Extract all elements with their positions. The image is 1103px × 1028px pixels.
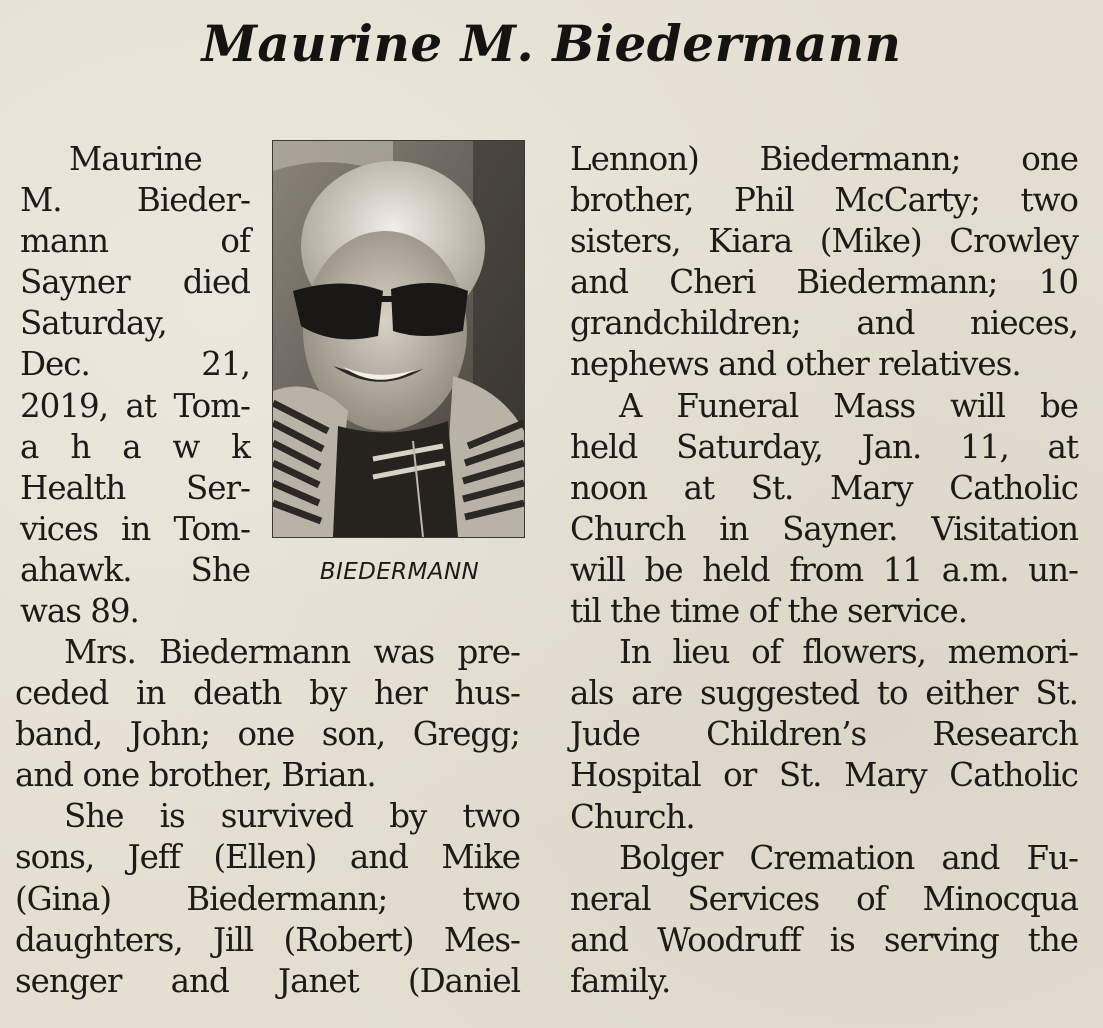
text-line: vices in Tom-: [20, 509, 250, 548]
text-line: held Saturday, Jan. 11, at: [570, 427, 1078, 466]
text-line: and Woodruff is serving the: [570, 920, 1078, 959]
column-right: [570, 139, 1078, 1002]
text-line: noon at St. Mary Catholic: [570, 468, 1078, 507]
text-line: til the time of the service.: [570, 592, 968, 631]
text-line: Dec. 21,: [20, 345, 250, 384]
text-line: Church in Sayner. Visitation: [570, 509, 1078, 548]
text-line: band, John; one son, Gregg;: [15, 715, 520, 754]
portrait-photo-icon: [273, 141, 524, 537]
text-line: and one brother, Brian.: [15, 756, 376, 795]
text-line: ceded in death by her hus-: [15, 674, 520, 713]
text-line: Jude Children’s Research: [570, 715, 1078, 754]
text-line: Saturday,: [20, 304, 167, 343]
text-line: Health Ser-: [20, 468, 250, 507]
text-line: 2019, at Tom-: [20, 386, 250, 425]
text-line: daughters, Jill (Robert) Mes-: [15, 920, 520, 959]
photo-caption: BIEDERMANN: [319, 559, 480, 585]
text-line: brother, Phil McCarty; two: [570, 181, 1078, 220]
text-line: and Cheri Biedermann; 10: [570, 263, 1078, 302]
text-line: will be held from 11 a.m. un-: [570, 550, 1078, 589]
text-line: In lieu of flowers, memori-: [619, 633, 1078, 672]
text-line: was 89.: [20, 592, 139, 631]
text-line: a h a w k: [20, 427, 250, 466]
column-left-wide: [15, 632, 520, 1002]
text-line: sisters, Kiara (Mike) Crowley: [570, 222, 1078, 261]
text-line: Mrs. Biedermann was pre-: [64, 633, 520, 671]
text-line: mann of: [20, 222, 250, 261]
text-line: Hospital or St. Mary Catholic: [570, 756, 1078, 795]
text-line: Lennon) Biedermann; one: [570, 140, 1078, 178]
text-line: sons, Jeff (Ellen) and Mike: [15, 838, 520, 877]
obituary-title: Maurine M. Biedermann: [201, 14, 902, 73]
text-line: grandchildren; and nieces,: [570, 304, 1078, 343]
text-line: She is survived by two: [64, 797, 520, 836]
text-line: neral Services of Minocqua: [570, 879, 1078, 918]
column-left-narrow: [20, 139, 250, 632]
text-line: senger and Janet (Daniel: [15, 961, 520, 1000]
text-line: M. Bieder-: [20, 181, 250, 220]
text-line: ahawk. She: [20, 550, 250, 589]
text-line: Sayner died: [20, 263, 250, 302]
text-line: family.: [570, 961, 671, 1000]
text-line: Maurine: [69, 140, 202, 178]
text-line: (Gina) Biedermann; two: [15, 879, 520, 918]
obituary-photo: [272, 140, 525, 538]
text-line: als are suggested to either St.: [570, 674, 1078, 713]
text-line: Bolger Cremation and Fu-: [619, 838, 1078, 877]
text-line: Church.: [570, 797, 695, 836]
text-line: A Funeral Mass will be: [619, 386, 1078, 425]
text-line: nephews and other relatives.: [570, 345, 1021, 384]
